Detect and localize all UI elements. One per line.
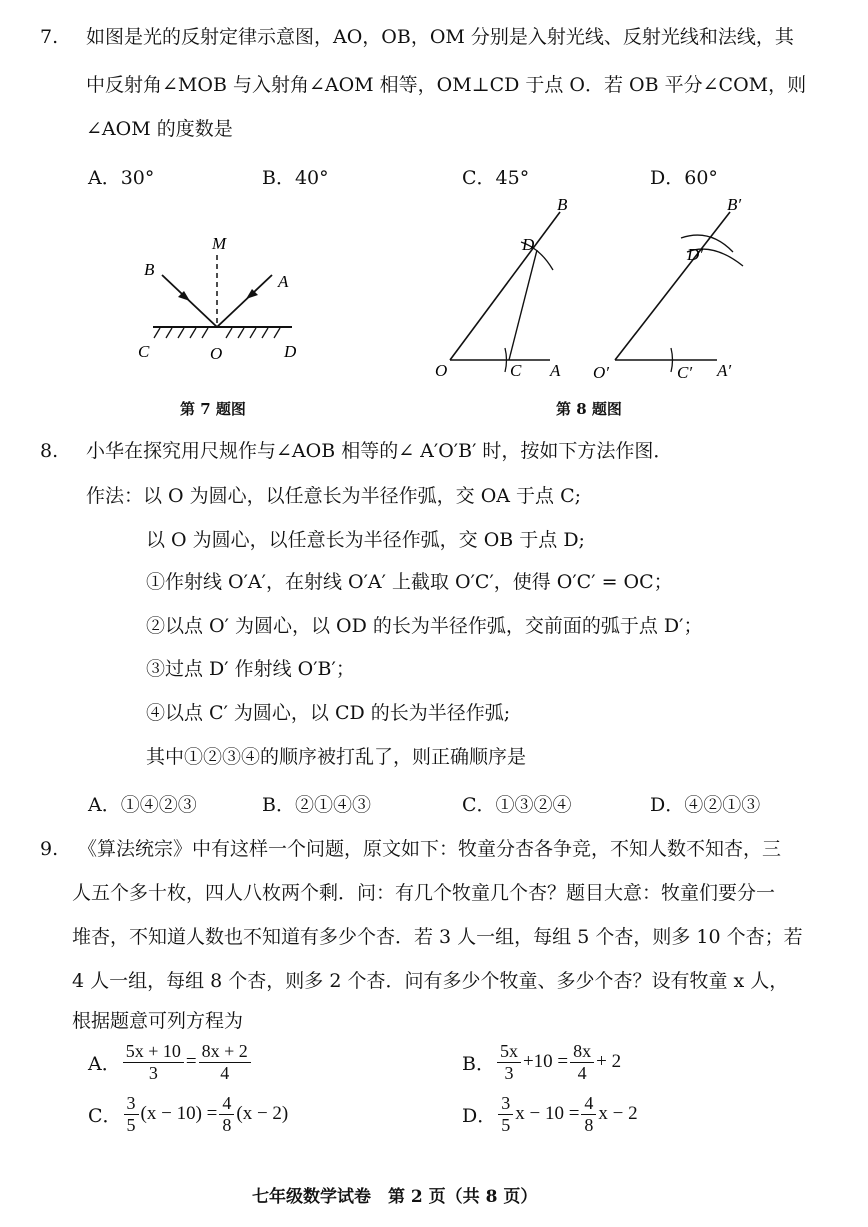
q8-option-b: B．②①④③ — [262, 794, 371, 816]
q9-line-1: 人五个多十枚，四人八枚两个剩．问：有几个牧童几个杏？题目大意：牧童们要分一 — [72, 882, 776, 904]
q8-option-d: D．④②①③ — [650, 794, 761, 816]
q8-number: 8. — [40, 440, 59, 462]
denominator: 3 — [504, 1062, 514, 1083]
denominator: 8 — [222, 1114, 232, 1135]
fraction — [219, 1094, 234, 1135]
label-d: D — [284, 342, 297, 361]
numerator: 8x — [570, 1042, 594, 1063]
expression-middle: x − 10 = — [515, 1103, 580, 1125]
fraction — [570, 1042, 594, 1083]
figure-7-caption: 第 7 题图 — [180, 400, 246, 418]
q8-step-6: 其中①②③④的顺序被打乱了，则正确顺序是 — [146, 746, 527, 768]
mirror-hatching — [154, 328, 280, 338]
label-o-right: O′ — [593, 363, 609, 382]
label-d-right: D′ — [687, 245, 703, 264]
q7-line1: 如图是光的反射定律示意图，AO，OB，OM 分别是入射光线、反射光线和法线，其 — [86, 26, 794, 48]
q9-line-0: 《算法统宗》中有这样一个问题，原文如下：牧童分杏各争竞，不知人数不知杏，三 — [78, 838, 782, 860]
denominator: 3 — [148, 1062, 158, 1083]
q9-option-b-label: B． — [462, 1052, 495, 1075]
fraction — [498, 1094, 513, 1135]
fraction — [124, 1094, 139, 1135]
q7-line3: ∠AOM 的度数是 — [86, 118, 233, 140]
q8-step-3: ②以点 O′ 为圆心，以 OD 的长为半径作弧，交前面的弧于点 D′； — [146, 615, 703, 637]
ray-ob-right — [615, 212, 730, 360]
label-a-right: A′ — [717, 361, 732, 380]
q7-option-a: A．30° — [88, 167, 155, 189]
figure-7 — [120, 225, 320, 375]
q9-number: 9. — [40, 838, 59, 860]
q7-option-c: C．45° — [462, 167, 530, 189]
label-a-left: A — [550, 361, 561, 380]
expression-tail: (x − 2) — [236, 1103, 289, 1125]
q8-step-4: ③过点 D′ 作射线 O′B′； — [146, 658, 355, 680]
label-d-left: D — [522, 235, 535, 254]
q7-number: 7. — [40, 26, 59, 48]
q9-option-c-label: C． — [88, 1104, 122, 1127]
q9-option-a — [88, 1042, 253, 1083]
fraction — [497, 1042, 521, 1083]
q9-line-4: 根据题意可列方程为 — [72, 1010, 244, 1032]
expression-middle: +10 = — [522, 1051, 569, 1073]
label-c: C — [138, 342, 150, 361]
numerator: 8x + 2 — [199, 1042, 251, 1063]
denominator: 5 — [126, 1114, 136, 1135]
label-m: M — [212, 234, 227, 253]
denominator: 5 — [501, 1114, 511, 1135]
expression-middle: (x − 10) = — [140, 1103, 218, 1125]
q9-option-d — [462, 1094, 638, 1135]
q8-step-1: 以 O 为圆心，以任意长为半径作弧，交 OB 于点 D; — [146, 529, 585, 551]
expression-tail: + 2 — [596, 1051, 622, 1073]
ray-ob — [162, 275, 217, 327]
segment-cd-left — [509, 250, 537, 360]
numerator: 5x + 10 — [123, 1042, 184, 1063]
q7-option-b: B．40° — [262, 167, 329, 189]
q9-option-d-label: D． — [462, 1104, 497, 1127]
label-o-left: O — [435, 361, 448, 380]
numerator: 4 — [219, 1094, 234, 1115]
numerator: 4 — [581, 1094, 596, 1115]
q9-line-3: 4 人一组，每组 8 个杏，则多 2 个杏．问有多少个牧童、多少个杏？设有牧童 x 人， — [72, 970, 789, 992]
fraction — [199, 1042, 251, 1083]
fraction — [123, 1042, 184, 1083]
ray-ob-left — [450, 212, 560, 360]
label-b-right: B′ — [727, 195, 742, 214]
label-a: A — [278, 272, 289, 291]
page-footer: 七年级数学试卷 第 2 页（共 8 页） — [252, 1187, 538, 1207]
q8-step-0: 作法：以 O 为圆心，以任意长为半径作弧，交 OA 于点 C; — [86, 485, 582, 507]
label-c-left: C — [510, 361, 522, 380]
expression-tail: x − 2 — [598, 1103, 638, 1125]
label-c-right: C′ — [677, 363, 693, 382]
denominator: 4 — [577, 1062, 587, 1083]
q8-option-a: A．①④②③ — [88, 794, 197, 816]
equals-sign: = — [185, 1051, 197, 1073]
q7-option-d: D．60° — [650, 167, 718, 189]
denominator: 4 — [220, 1062, 230, 1083]
fraction — [581, 1094, 596, 1135]
figure-8-caption: 第 8 题图 — [556, 400, 622, 418]
q7-line2: 中反射角∠MOB 与入射角∠AOM 相等，OM⊥CD 于点 O．若 OB 平分∠COM，则 — [86, 74, 807, 96]
label-o: O — [210, 344, 223, 363]
numerator: 3 — [498, 1094, 513, 1115]
q9-line-2: 堆杏，不知道人数也不知道有多少个杏．若 3 人一组，每组 5 个杏，则多 10 个杏；若 — [72, 926, 803, 948]
ray-ao — [217, 275, 272, 327]
denominator: 8 — [584, 1114, 594, 1135]
q8-step-2: ①作射线 O′A′，在射线 O′A′ 上截取 O′C′，使得 O′C′ = OC； — [146, 571, 673, 593]
q9-option-b — [462, 1042, 621, 1083]
numerator: 3 — [124, 1094, 139, 1115]
numerator: 5x — [497, 1042, 521, 1063]
q8-option-c: C．①③②④ — [462, 794, 572, 816]
label-b: B — [144, 260, 155, 279]
q9-option-c — [88, 1094, 288, 1135]
q9-option-a-label: A． — [88, 1052, 121, 1075]
q8-line1: 小华在探究用尺规作与∠AOB 相等的∠ A′O′B′ 时，按如下方法作图． — [86, 440, 673, 462]
label-b-left: B — [557, 195, 568, 214]
q8-step-5: ④以点 C′ 为圆心，以 CD 的长为半径作弧; — [146, 702, 511, 724]
figure-8 — [425, 190, 765, 390]
